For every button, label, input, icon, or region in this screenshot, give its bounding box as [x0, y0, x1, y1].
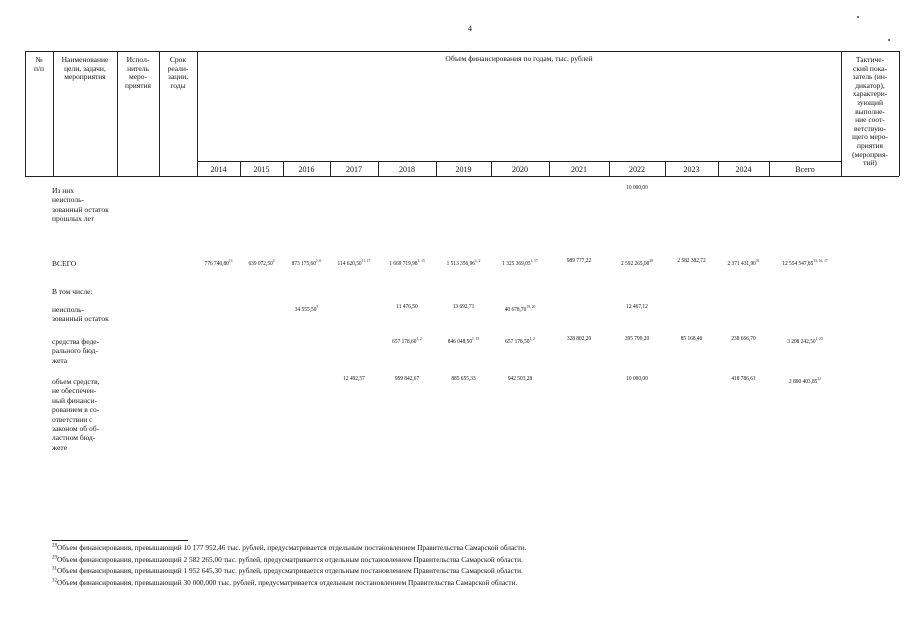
- header-funding: Объем финансирования по годам, тыс. рублей: [445, 54, 593, 63]
- row-label: ВСЕГО: [52, 259, 77, 268]
- value-text: 776 740,80: [204, 261, 229, 267]
- value-text: 114 620,50: [337, 261, 362, 267]
- row-label: неисполь- зованный остаток: [52, 305, 109, 324]
- value-cell: [242, 258, 281, 267]
- value-cell: [439, 304, 489, 310]
- year-header-1: 2014: [210, 165, 227, 174]
- year-header-12: Всего: [795, 165, 815, 174]
- value-cell: [773, 376, 838, 385]
- value-cell: [332, 376, 375, 382]
- year-header-6: 2019: [455, 165, 472, 174]
- value-text: 3 208 242,50: [787, 339, 816, 345]
- footnote-ref: 1, 2: [529, 336, 535, 341]
- value-cell: [612, 304, 662, 310]
- footnote-ref: 1, 25: [815, 336, 823, 341]
- year-header-5: 2018: [399, 165, 415, 174]
- year-header-9: 2022: [629, 165, 645, 174]
- value-cell: [381, 376, 433, 382]
- value-cell: [332, 258, 375, 267]
- footnote-ref: 13: [228, 258, 233, 263]
- year-header-2: 2015: [253, 165, 270, 174]
- value-cell: [552, 258, 606, 264]
- value-cell: [612, 336, 662, 342]
- footnote-ref: 5: [316, 304, 319, 309]
- value-cell: [439, 258, 489, 267]
- footnote-number: 28: [52, 543, 57, 549]
- value-cell: [381, 336, 433, 345]
- scan-speck: [888, 39, 890, 41]
- value-cell: [612, 185, 662, 191]
- value-text: 85 168,40: [680, 336, 703, 342]
- value-cell: [552, 336, 606, 342]
- value-cell: [721, 258, 767, 267]
- footnote-ref: 4: [272, 258, 275, 263]
- value-cell: [612, 376, 662, 382]
- value-text: 989 777,22: [566, 258, 592, 264]
- year-header-8: 2021: [571, 165, 587, 174]
- footnote-ref: 1, 2: [416, 336, 422, 341]
- table-top-border: [25, 51, 899, 52]
- value-text: 942 503,28: [507, 376, 533, 382]
- value-text: 1 513 356,96: [446, 261, 475, 267]
- header-name: Наименование цели, задачи, мероприятия: [61, 55, 109, 82]
- footnote-ref: 1, 2: [474, 258, 481, 263]
- value-text: 11 476,50: [396, 304, 418, 310]
- value-cell: [721, 376, 767, 382]
- footnote-ref: 11, 17: [361, 258, 371, 263]
- value-text: 657 178,60: [392, 339, 417, 345]
- value-text: 40 678,70: [504, 307, 527, 313]
- year-header-7: 2020: [512, 165, 528, 174]
- footnote-number: 31: [52, 566, 57, 572]
- value-text: 2 592 265,00: [621, 261, 650, 267]
- value-text: 873 175,60: [291, 261, 316, 267]
- value-text: 12 554 547,85: [782, 261, 814, 267]
- footnote-ref: 31: [755, 258, 760, 263]
- value-text: 12 467,12: [626, 304, 648, 310]
- footnote-ref: 13, 16, 17: [813, 258, 828, 263]
- year-row-top-border: [197, 161, 841, 162]
- row-label: объем средств, не обеспечен- ный финанси- рованием в со- ответствии с законом об об- ластном бюд- жете: [52, 377, 100, 452]
- value-text: 34 555,50: [294, 307, 317, 313]
- row-label: Из них неисполь- зованный остаток прошлых лет: [52, 186, 109, 224]
- value-cell: [721, 336, 767, 342]
- value-text: 238 666,70: [731, 336, 756, 342]
- value-text: 2 582 382,72: [677, 258, 706, 264]
- value-cell: [773, 258, 838, 267]
- value-text: 10 000,00: [626, 185, 648, 191]
- value-cell: [381, 258, 433, 267]
- value-text: 2 371 431,90: [727, 261, 756, 267]
- value-cell: [494, 376, 546, 382]
- value-cell: [612, 258, 662, 267]
- value-cell: [494, 336, 546, 345]
- row-label: средства феде- рального бюд- жета: [52, 337, 100, 365]
- year-header-11: 2024: [735, 165, 752, 174]
- column-divider: [899, 51, 900, 176]
- header-num: № п/п: [33, 55, 45, 73]
- value-text: 657 178,50: [505, 339, 530, 345]
- footnote-text: Объем финансирования, превышающий 1 952 645,30 тыс. рублей, предусматривается отдельным постановлением Правительства Самарской области.: [57, 566, 523, 575]
- value-cell: [494, 304, 546, 313]
- value-cell: [439, 336, 489, 345]
- footnote: [52, 543, 526, 552]
- footnote: [52, 555, 523, 564]
- footnote-ref: 29: [649, 258, 653, 263]
- value-text: 328 802,20: [566, 336, 592, 342]
- year-header-3: 2016: [298, 165, 315, 174]
- value-text: 1 325 369,05: [502, 261, 531, 267]
- footnote-separator: [52, 540, 188, 541]
- footnote-ref: 1, 15: [472, 336, 480, 341]
- footnote-ref: 1, 17: [530, 258, 538, 263]
- footnote-ref: 22: [817, 376, 821, 381]
- footnote-number: 32: [52, 578, 57, 584]
- value-cell: [773, 336, 838, 345]
- value-text: 2 800 403,85: [789, 379, 818, 385]
- value-text: 10 000,00: [626, 376, 648, 382]
- value-cell: [668, 336, 716, 342]
- row-label: В том числе:: [52, 287, 93, 296]
- value-text: 1 669 719,98: [389, 261, 418, 267]
- value-text: 639 072,50: [248, 261, 273, 267]
- footnote: [52, 566, 523, 575]
- footnote-ref: 19, 20: [526, 304, 536, 309]
- scan-speck: [857, 16, 859, 18]
- footnote-text: Объем финансирования, превышающий 30 000,000 тыс. рублей, предусматривается отдельным постановлением Правительства Самарской области.: [57, 577, 518, 587]
- value-cell: [199, 258, 238, 267]
- value-cell: [381, 304, 433, 310]
- header-term: Срок реали- зации, годы: [167, 55, 189, 90]
- footnote-number: 29: [52, 555, 57, 561]
- header-indicator: Тактиче- ский пока- затель (ин- дикатор), характери- зующий выполне- ние соот- ветствую- щего меро- приятия (мероприя- тий): [852, 55, 888, 168]
- footnote-text: Объем финансирования, превышающий 10 177 952,46 тыс. рублей, предусматривается отдельным постановлением Правительства Самарской области.: [57, 543, 527, 552]
- value-text: 846 048,50: [447, 339, 473, 345]
- year-header-4: 2017: [346, 165, 362, 174]
- header-executor: Испол- нитель меро- приятия: [125, 55, 151, 90]
- footnote-text: Объем финансирования, превышающий 2 582 265,00 тыс. рублей, предусматривается отдельным постановлением Правительства Самарской области.: [57, 554, 523, 564]
- header-bottom-border: [25, 176, 899, 177]
- value-cell: [285, 304, 327, 313]
- value-cell: [668, 258, 716, 264]
- value-cell: [494, 258, 546, 267]
- value-text: 395 799,20: [624, 336, 650, 342]
- value-text: 418 786,61: [731, 376, 756, 382]
- value-text: 12 492,57: [343, 376, 365, 382]
- footnote-ref: 1, 6: [315, 258, 322, 263]
- footnote: [52, 578, 517, 587]
- value-text: 885 655,33: [451, 376, 476, 382]
- footnote-ref: 1, 15: [417, 258, 425, 263]
- value-text: 13 692,71: [452, 304, 475, 310]
- value-cell: [285, 258, 327, 267]
- value-cell: [439, 376, 489, 382]
- year-header-10: 2023: [683, 165, 700, 174]
- column-divider: [197, 51, 198, 176]
- page-number: 4: [468, 24, 472, 33]
- value-text: 959 842,67: [394, 376, 420, 382]
